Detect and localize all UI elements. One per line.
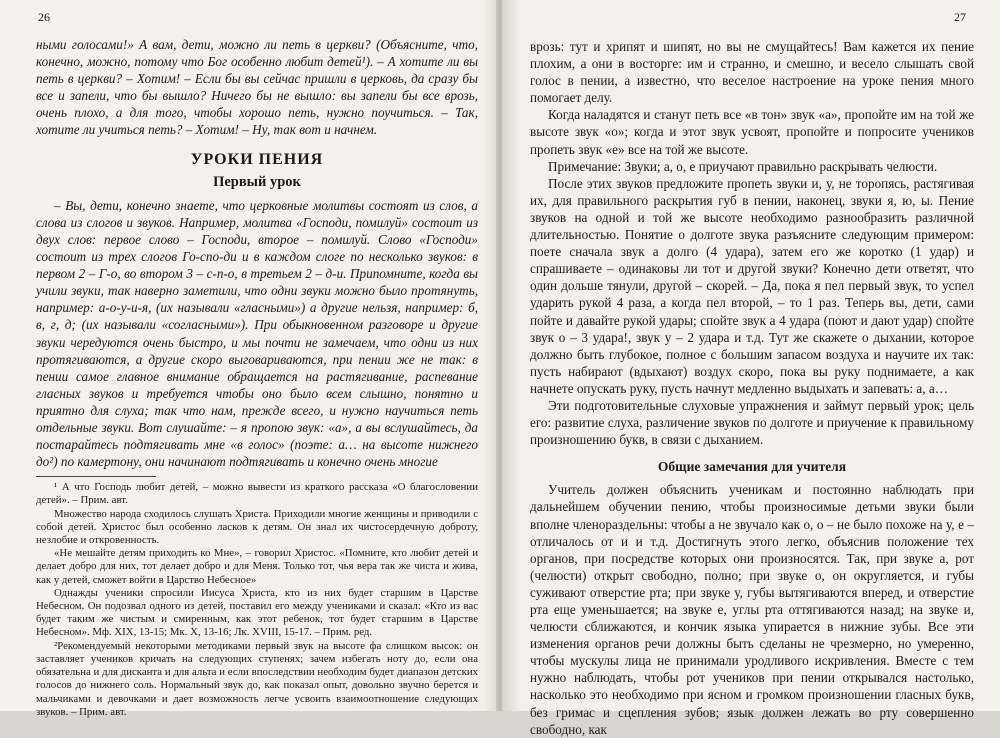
left-body — [36, 36, 478, 470]
right-page — [502, 0, 1000, 737]
footnote-2: Множество народа сходилось слушать Христа. Приходили многие женщины и приводили с собой детей. Христос был особенно ласков к детям. Он знал их чистосердечную доброту, незлобие и откровенность. — [36, 507, 478, 547]
paragraph-1: врозь: тут и хрипят и шипят, но вы не смущайтесь! Вам кажется их пение плохим, а они в восторге: им и странно, и смешно, и весело слышать свой голос в пении, а известно, что веселое настроение на уроке пения много помогает делу. — [530, 39, 974, 106]
footnotes — [36, 481, 478, 719]
intro-paragraph: ными голосами!» А вам, дети, можно ли петь в церкви? (Объясните, что, конечно, можно, потому что Бог особенно любит детей¹). – А хотите ли вы петь в церкви? – Хотим! – Если бы вы сейчас пришли в церковь, да сразу бы все и запели, что бы вышло? Ничего бы не вышло: вы запели бы все врозь, очень плохо, а для того, чтобы хорошо петь, нужно поучиться. – Так, хотите ли учиться петь? – Хотим! – Ну, так вот и начнем. — [36, 37, 478, 138]
footnote-5: ²Рекомендуемый некоторыми методиками первый звук на высоте фа слишком высок: он заставляет учеников кричать на следующих ступенях; зачем избегать ноту до, если она обязательна и для дисканта и для альта и если впоследствии необходим будет диапазон детских голосов до нижнего соль. Нормальный звук до, как показал опыт, довольно звучно берется и мальчиками и девочками и дает возможность легче усвоить взаимоотношение следующих звуков. – Прим. авт. — [36, 639, 478, 718]
page-number-right: 27 — [954, 10, 966, 24]
paragraph-5: Учитель должен объяснить ученикам и постоянно наблюдать при дальнейшем обучении пению, чтобы произносимые детьми звуки были вполне членораздельны: чтобы а не звучало как о, о – не было похоже на у, е – отличалось от и и т.д. Достигнуть этого легко, объяснив положение тех органов, при посредстве которых они произносятся. Так, при звуке а, рот (челюсти) открыт свободно, полно; при звуке о, он округляется, и губы суживают отверстие рта; при звуке у, губы вытягиваются вперед, и отверстие рта еще уменьшается; на звуке е, углы рта оттягиваются назад; на звуке и, челюсти сближаются, и кончик языка упирается в нижние зубы. Все эти изменения органов речи должны быть сделаны не чрезмерно, но умеренно, чтобы мускулы лица не принимали уродливого искривления. Вместе с тем нужно наблюдать, чтобы рот учеников при пении открывался настолько, насколько это необходимо при ясном и громком произношении гласных букв, без гримас и сцепления зубов; язык должен лежать во рту совершенно свободно, как — [530, 482, 974, 737]
paragraph-3: После этих звуков предложите пропеть звуки и, у, не торопясь, растягивая их, для правильного раскрытия губ в пении, наконец, звуки я, ю, ы. Пение звуков на одной и той же высоте необходимо разнообразить различной длительностью. Понятие о долготе звука разъясните следующим примером: поете сначала звук а долго (4 удара), затем его же коротко (1 удар) и спрашиваете – одинаковы ли тот и другой звуки? Конечно дети ответят, что один дольше тянули, другой – скорей. – Да, пока я пел первый звук, то успел ударить рукой 4 раза, а когда пел второй, – то 1 раз. Теперь вы, дети, сами пойте и давайте рукой удары; спойте звук а 4 удара (поют и дают удар) спойте звук о – 3 удара!, звук у – 2 удара и т.д. Тут же скажете о дыхании, которое должно быть глубокое, полное с большим запасом воздуха и научите их так: пусть набирают (вдыхают) воздух скоро, пока вы руку поднимаете, а как начнете опускать руку, пусть начнут медленно выдыхать и запевать: а, а… — [530, 175, 974, 396]
paragraph-4: Эти подготовительные слуховые упражнения и займут первый урок; цель его: развитие слуха, различение звуков по долготе и приучение к правильному произношению букв, в связи с дыханием. — [530, 397, 974, 448]
footnote-divider — [36, 476, 156, 477]
footnote-3: «Не мешайте детям приходить ко Мне», – говорил Христос. «Помните, кто любит детей и делает добро для них, тот делает добро и для Меня. Только тот, чья вера так же чиста и жива, как у детей, сможет войти в Царство Небесное» — [36, 547, 478, 586]
lesson-heading: Первый урок — [213, 173, 301, 190]
lesson-paragraph: – Вы, дети, конечно знаете, что церковные молитвы состоят из слов, а слова из слогов и звуков. Например, молитва «Господи, помилуй» состоит из двух слов: первое слово – Господи, второе – помилуй. Слово «Господи» состоит из трех слогов Го-спо-ди и в каждом слоге по несколько звуков: в первом 2 – Г-о, во втором 3 – с-п-о, в третьем 2 – д-и. Припомните, когда вы учили звуки, так наверно заметили, что одни звуки можно было протянуть, например: а-о-у-и-я, (их называли «гласными») а другие нельзя, например: б, в, г, д; (их называли «согласными»). При обыкновенном разговоре и другие звуки чередуются очень быстро, и мы почти не замечаем, что одни из них протягиваются, а другие скоро выговариваются, при пении же не так: в пении самое главное внимание обращается на растягивание, распевание гласных звуков и требуется чтобы оно было всем слышно, понятно и приятно для слуха; так что нам, прежде всего, и нужно научиться петь отдельные звуки. Вот слушайте: – я пропою звук: «а», а вы вслушайтесь, да постарайтесь подтягивать мне «в голос» (поэте: а… на высоте нижнего до²) по камертону, они начинают подтягивать и конечно очень многие — [36, 197, 478, 470]
section-heading: УРОКИ ПЕНИЯ — [190, 150, 324, 168]
footnote-4: Однажды ученики спросили Иисуса Христа, кто из них будет старшим в Царстве Небесном. Он подозвал одного из детей, поставил его между учениками и сказал: «Кто из вас будет таким же чистым и смиренным, как этот ребенок, тот будет старшим в Царстве Небесном». Мф. XIX, 13-15; Мк. X, 13-16; Лк. XVIII, 15-17. – Прим. ред. — [36, 586, 478, 639]
paragraph-2: Когда наладятся и станут петь все «в тон» звук «а», пропойте им на той же высоте звук «о»; когда и этот звук усвоят, пропойте и попросите учеников пропеть звук «е» все на той же высоте. — [530, 107, 974, 157]
teacher-notes-heading: Общие замечания для учителя — [657, 459, 847, 475]
left-page — [0, 0, 500, 718]
note-paragraph: Примечание: Звуки; а, о, е приучают правильно раскрывать челюсти. — [548, 158, 938, 174]
footnote-1: ¹ А что Господь любит детей, – можно вывести из краткого рассказа «О благословении детей». – Прим. авт. — [36, 481, 478, 507]
page-number-left: 26 — [38, 10, 50, 24]
right-body — [530, 38, 974, 738]
